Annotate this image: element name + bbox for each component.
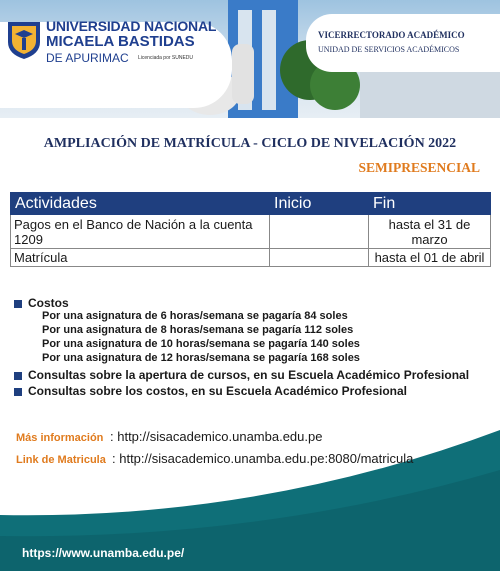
start-cell [270, 215, 369, 249]
page-title: AMPLIACIÓN DE MATRÍCULA - CICLO DE NIVELACIÓN 2022 [43, 136, 457, 151]
column-header-activities: Actividades [11, 193, 270, 215]
bullet-square-icon [14, 300, 22, 308]
schedule-table [10, 192, 491, 267]
cost-item: Por una asignatura de 12 horas/semana se pagaría 168 soles [42, 352, 360, 364]
note-courses [14, 368, 469, 382]
enrollment-link[interactable]: : http://sisacademico.unamba.edu.pe:8080/matricula [112, 451, 414, 466]
note-costs [14, 384, 407, 398]
column-header-start: Inicio [270, 193, 369, 215]
costs-heading [14, 296, 69, 310]
footer-website-link[interactable]: https://www.unamba.edu.pe/ [22, 546, 185, 560]
enrollment-link-label: Link de Matricula [16, 454, 106, 466]
university-name-line2: MICAELA BASTIDAS [46, 33, 195, 50]
end-cell: hasta el 31 de marzo [369, 215, 491, 249]
university-name-line1: UNIVERSIDAD NACIONAL [46, 18, 217, 34]
cost-item: Por una asignatura de 8 horas/semana se pagaría 112 soles [42, 324, 354, 336]
note-courses-label: Consultas sobre la apertura de cursos, en su Escuela Académico Profesional [28, 368, 470, 382]
office-name: VICERRECTORADO ACADÉMICO [318, 30, 465, 40]
end-cell: hasta el 01 de abril [369, 249, 491, 267]
table-header-row [11, 193, 491, 215]
table-row [11, 249, 491, 267]
cost-item: Por una asignatura de 6 horas/semana se pagaría 84 soles [42, 310, 348, 322]
more-info-link[interactable]: : http://sisacademico.unamba.edu.pe [110, 429, 323, 444]
table-row [11, 215, 491, 249]
more-info-label: Más información [16, 432, 104, 444]
start-cell [270, 249, 369, 267]
licensed-badge: Licenciada por SUNEDU [138, 55, 194, 61]
bullet-square-icon [14, 388, 22, 396]
activity-cell: Pagos en el Banco de Nación a la cuenta 1209 [11, 215, 270, 249]
modality-subtitle: SEMIPRESENCIAL [358, 160, 480, 175]
column-header-end: Fin [369, 193, 491, 215]
cost-item: Por una asignatura de 10 horas/semana se pagaría 140 soles [42, 338, 360, 350]
university-name-line3: DE APURIMAC [46, 51, 129, 65]
note-costs-label: Consultas sobre los costos, en su Escuela Académico Profesional [28, 384, 408, 398]
activity-cell: Matrícula [11, 249, 270, 267]
costs-heading-label: Costos [28, 296, 69, 310]
bullet-square-icon [14, 372, 22, 380]
unit-name: UNIDAD DE SERVICIOS ACADÉMICOS [318, 45, 460, 54]
